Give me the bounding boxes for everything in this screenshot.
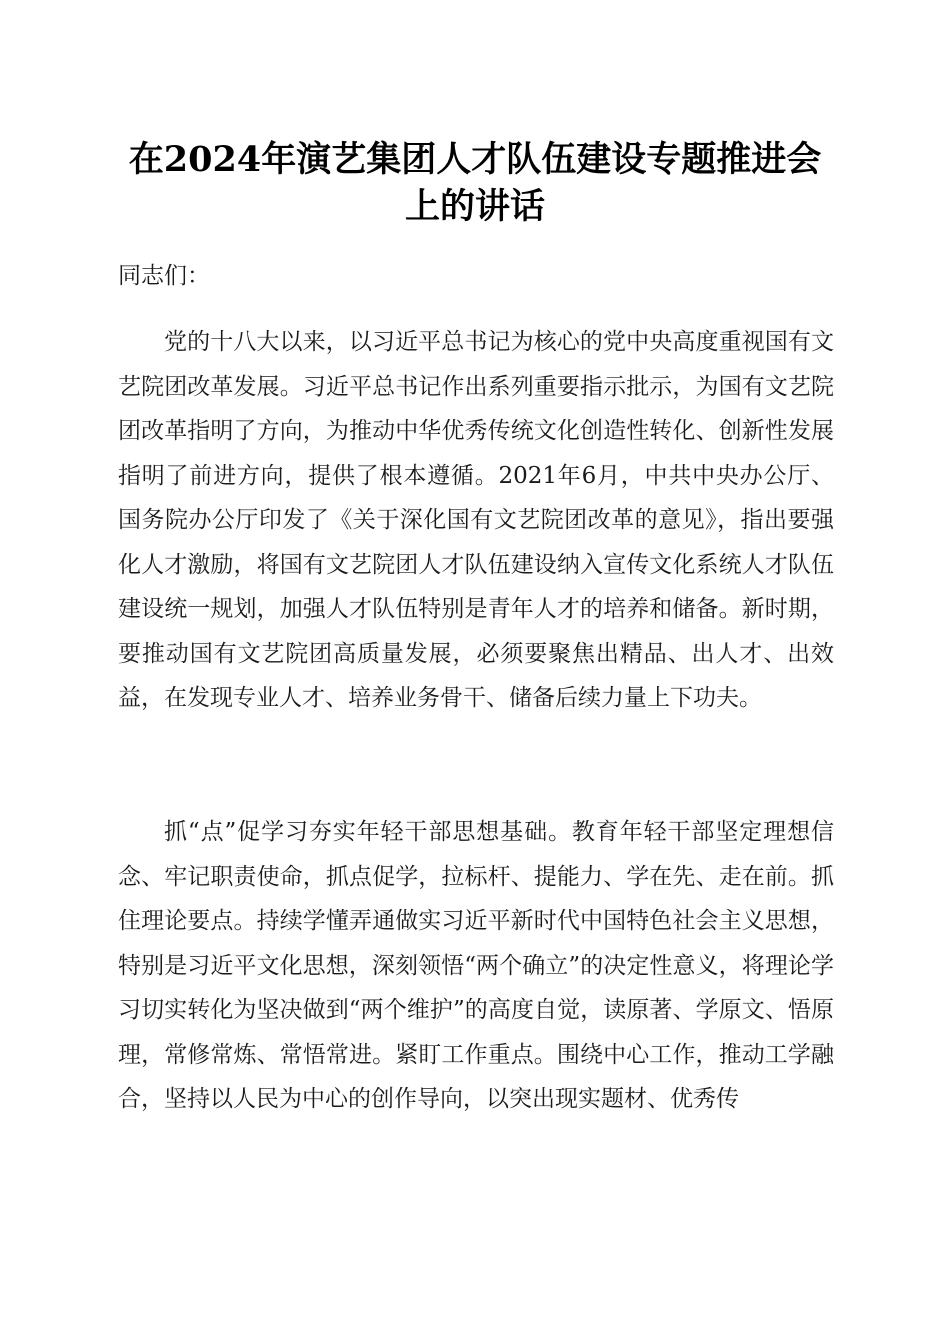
document-title-line-2: 上的讲话	[404, 186, 545, 227]
paragraph-study: 抓“点”促学习夯实年轻干部思想基础。教育年轻干部坚定理想信念、牢记职责使命，抓点促学，拉标杆、提能力、学在先、走在前。抓住理论要点。持续学懂弄通做实习近平新时代中国特色社会主义思想，特别是习近平文化思想，深刻领悟“两个确立”的决定性意义，将理论学习切实转化为坚决做到“两个维护”的高度自觉，读原著、学原文、悟原理，常修常炼、常悟常进。紧盯工作重点。围绕中心工作，推动工学融合，坚持以人民为中心的创作导向，以突出现实题材、优秀传	[118, 819, 834, 1112]
paragraph-intro: 党的十八大以来，以习近平总书记为核心的党中央高度重视国有文艺院团改革发展。习近平总书记作出系列重要指示批示，为国有文艺院团改革指明了方向，为推动中华优秀传统文化创造性转化、创新性发展指明了前进方向，提供了根本遵循。2021年6月，中共中央办公厅、国务院办公厅印发了《关于深化国有文艺院团改革的意见》，指出要强化人才激励，将国有文艺院团人才队伍建设纳入宣传文化系统人才队伍建设统一规划，加强人才队伍特别是青年人才的培养和储备。新时期，要推动国有文艺院团高质量发展，必须要聚焦出精品、出人才、出效益，在发现专业人才、培养业务骨干、储备后续力量上下功夫。	[118, 329, 834, 711]
greeting: 同志们：	[118, 263, 210, 289]
document-title-line-1: 在2024年演艺集团人才队伍建设专题推进会	[128, 139, 822, 180]
